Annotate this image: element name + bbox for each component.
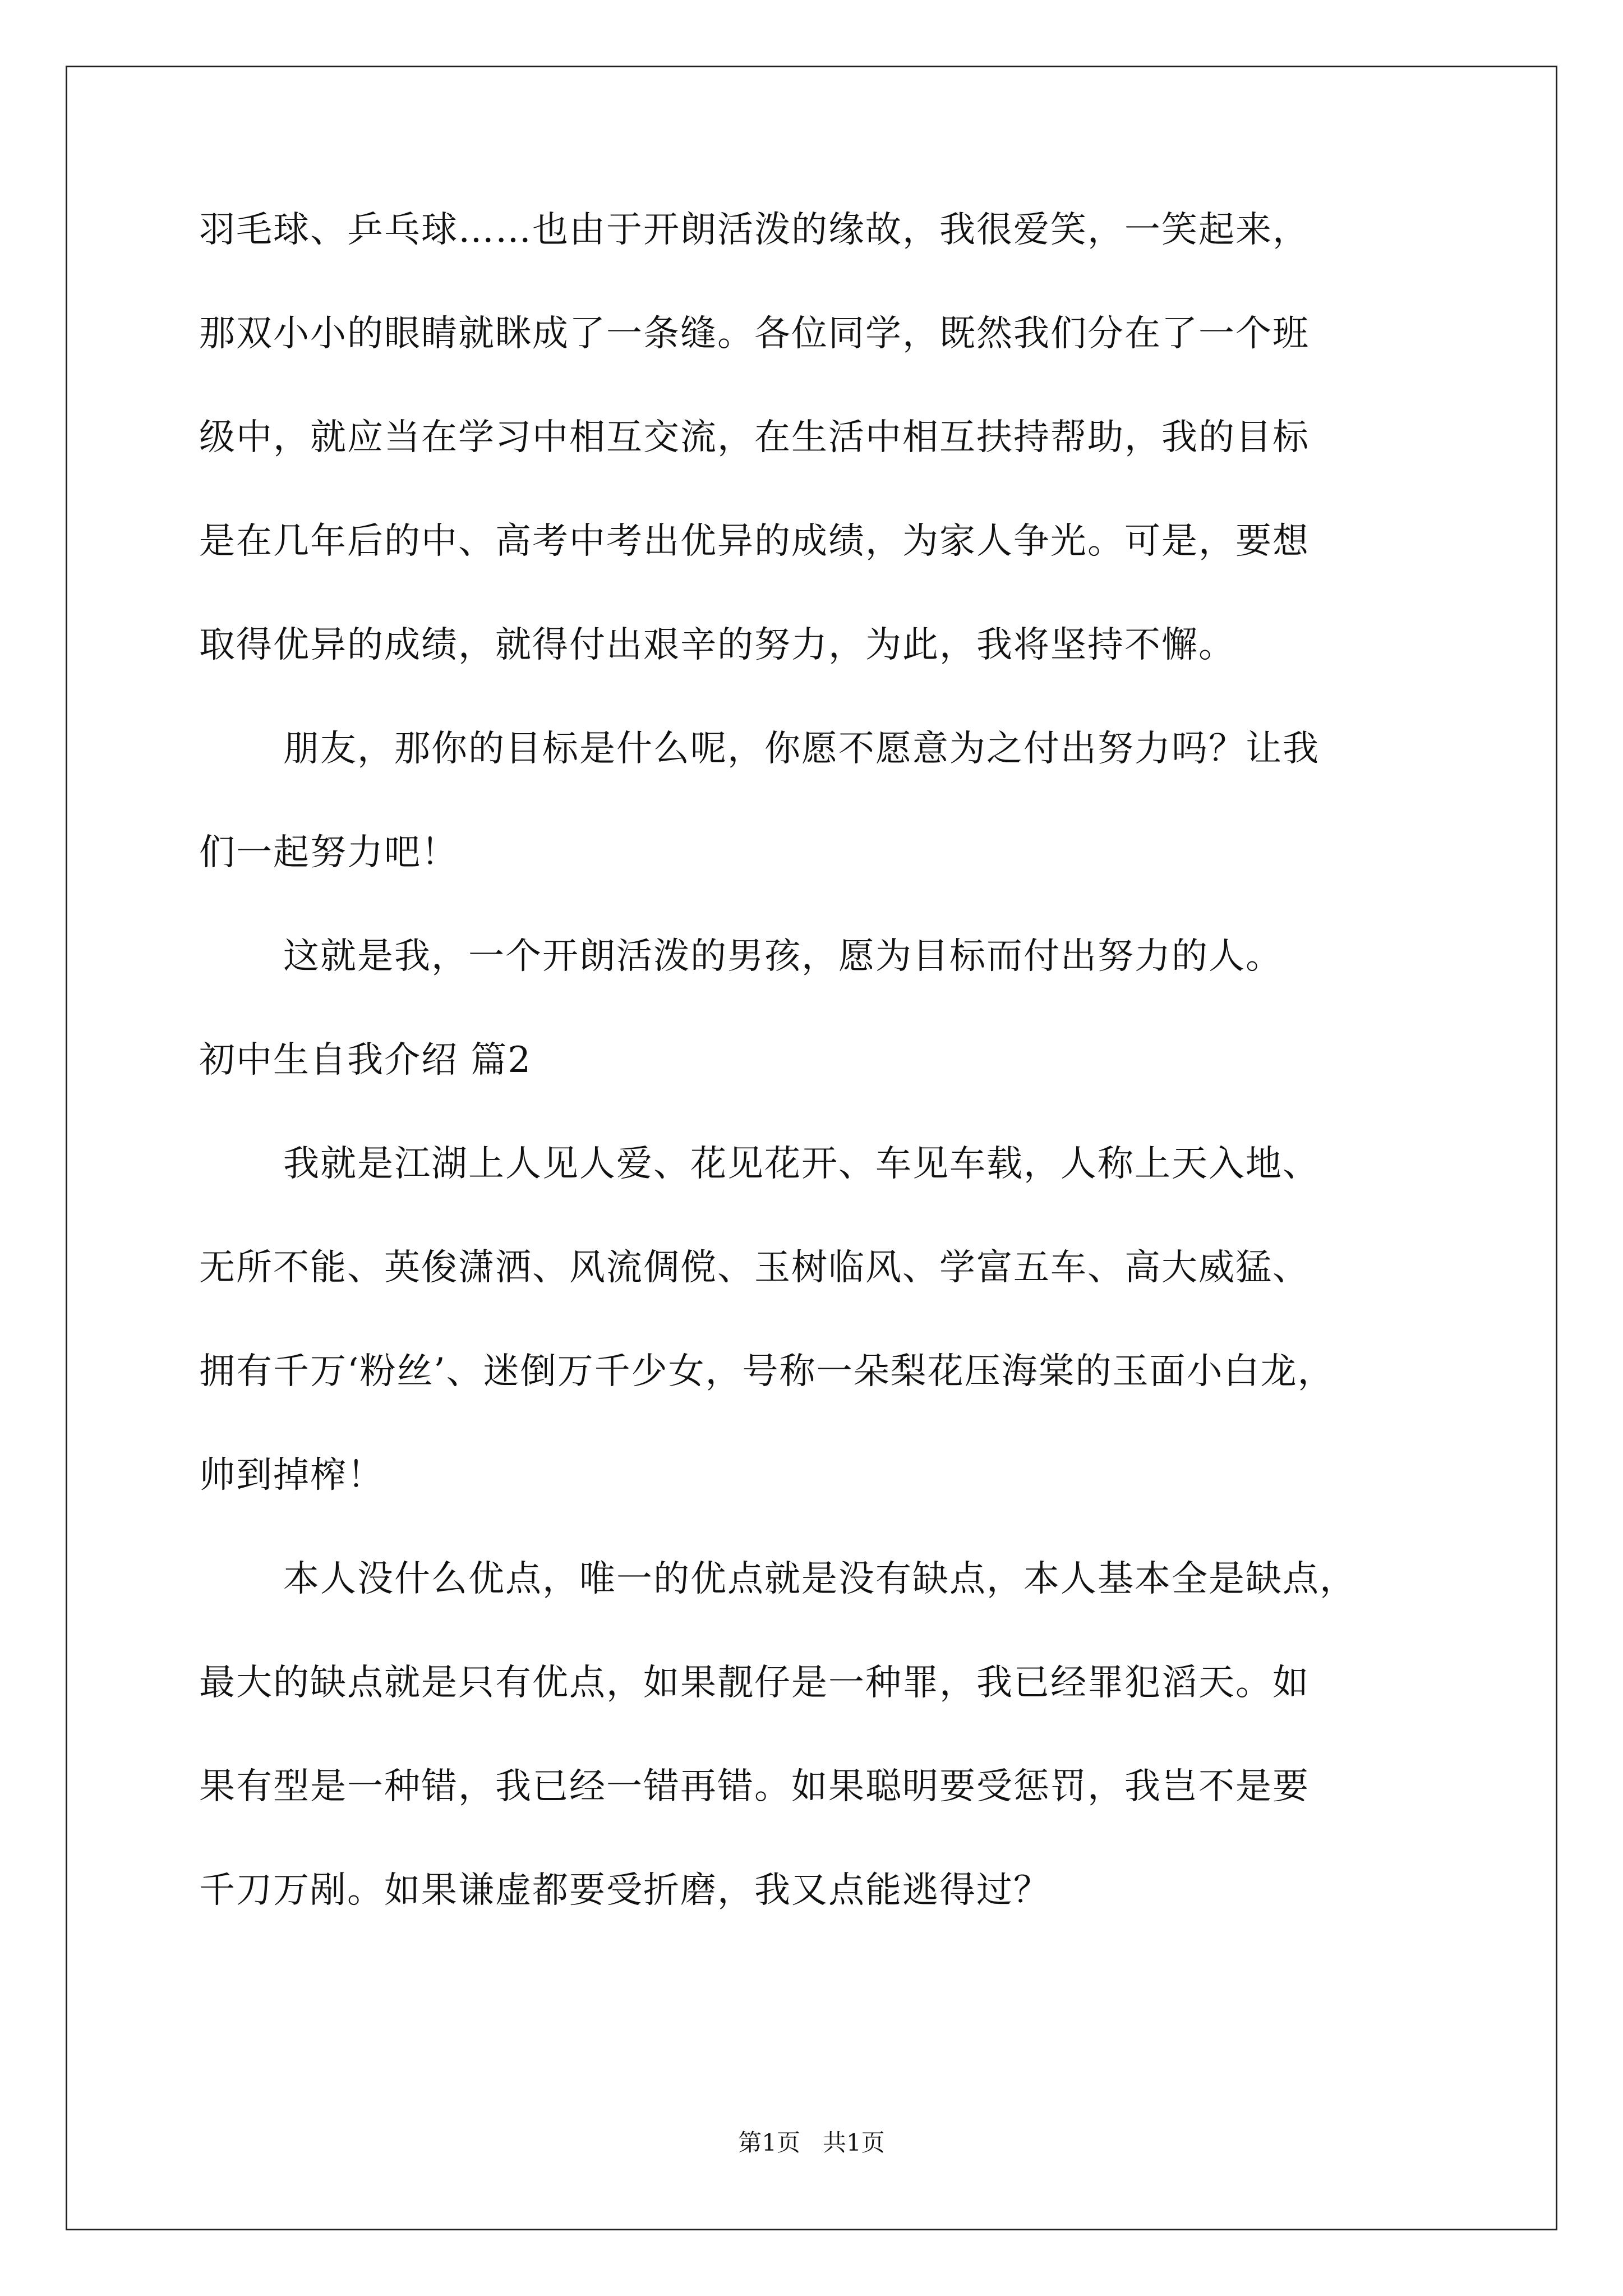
text-line: 千刀万剐。如果谦虚都要受折磨，我又点能逃得过？ xyxy=(199,1870,1050,1911)
text-line: 级中，就应当在学习中相互交流，在生活中相互扶持帮助，我的目标 xyxy=(199,417,1310,458)
text-line: 羽毛球、乒乓球……也由于开朗活泼的缘故，我很爱笑，一笑起来， xyxy=(199,209,1310,251)
text-line: 这就是我，一个开朗活泼的男孩，愿为目标而付出努力的人。 xyxy=(283,936,1283,977)
text-line: 取得优异的成绩，就得付出艰辛的努力，为此，我将坚持不懈。 xyxy=(199,624,1235,666)
text-line: 最大的缺点就是只有优点，如果靓仔是一种罪，我已经罪犯滔天。如 xyxy=(199,1662,1310,1704)
section-heading: 初中生自我介绍 篇2 xyxy=(199,1039,532,1081)
text-line: 本人没什么优点，唯一的优点就是没有缺点，本人基本全是缺点， xyxy=(283,1558,1357,1600)
text-line: 那双小小的眼睛就眯成了一条缝。各位同学，既然我们分在了一个班 xyxy=(199,313,1310,355)
text-line: 我就是江湖上人见人爱、花见花开、车见车载，人称上天入地、 xyxy=(283,1143,1320,1185)
text-line: 是在几年后的中、高考中考出优异的成绩，为家人争光。可是，要想 xyxy=(199,521,1310,562)
text-line: 拥有千万‘粉丝’、迷倒万千少女，号称一朵梨花压海棠的玉面小白龙， xyxy=(199,1351,1335,1392)
page-footer: 第1页 共1页 xyxy=(738,2129,885,2156)
text-line: 无所不能、英俊潇洒、风流倜傥、玉树临风、学富五车、高大威猛、 xyxy=(199,1247,1310,1289)
text-line: 们一起努力吧！ xyxy=(199,832,458,873)
text-line: 果有型是一种错，我已经一错再错。如果聪明要受惩罚，我岂不是要 xyxy=(199,1766,1310,1807)
text-line: 帅到掉榨！ xyxy=(199,1455,384,1496)
text-line: 朋友，那你的目标是什么呢，你愿不愿意为之付出努力吗？让我 xyxy=(283,728,1320,770)
